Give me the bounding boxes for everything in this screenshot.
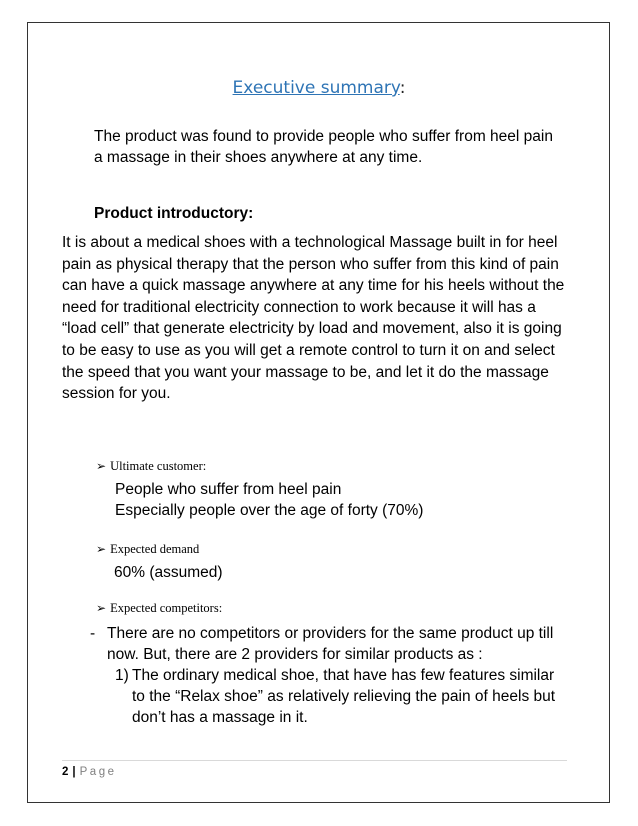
title-colon: : [399,78,406,98]
page-footer [62,766,116,778]
page-number: 2 [62,766,69,778]
demand-heading [96,542,199,557]
numbered-item-text: The ordinary medical shoe, that have has few features similar to the “Relax shoe” as relatively relieving the pain of heels but don’t has a massage in it. [132,667,556,726]
item-number: 1) [115,667,129,684]
customer-line: People who suffer from heel pain [115,481,342,498]
page-label: Page [79,766,117,778]
introductory-heading: Product introductory: [94,205,254,222]
competitors-heading [96,601,222,616]
arrow-bullet-icon: ➢ [96,601,107,615]
arrow-bullet-icon: ➢ [96,542,107,556]
summary-paragraph: The product was found to provide people who suffer from heel pain a massage in their shoes anywhere at any time. [94,128,553,166]
customer-heading-text: Ultimate customer: [110,459,207,473]
footer-divider [62,760,567,761]
title-text: Executive summary [232,78,400,98]
introductory-paragraph: It is about a medical shoes with a technological Massage built in for heel pain as physical therapy that the person who suffer from this kind of pain can have a quick massage anywhere at any time for his heels without the need for traditional electricity connection to work because it will has a “load cell” that generate electricity by load and movement, also it is going to be easy to use as you will get a remote control to turn it on and select the speed that you want your massage to be, and let it do the massage session for you. [62,234,565,403]
footer-separator: | [72,766,76,778]
demand-line: 60% (assumed) [114,564,223,581]
customer-line: Especially people over the age of forty (70%) [115,502,424,519]
competitors-heading-text: Expected competitors: [110,601,223,615]
demand-heading-text: Expected demand [110,542,200,556]
arrow-bullet-icon: ➢ [96,459,107,473]
dash-marker: - [90,625,96,642]
customer-heading [96,459,206,474]
competitors-dash-text: There are no competitors or providers for the same product up till now. But, there are 2 providers for similar products as : [107,625,554,663]
page-title [0,78,638,98]
